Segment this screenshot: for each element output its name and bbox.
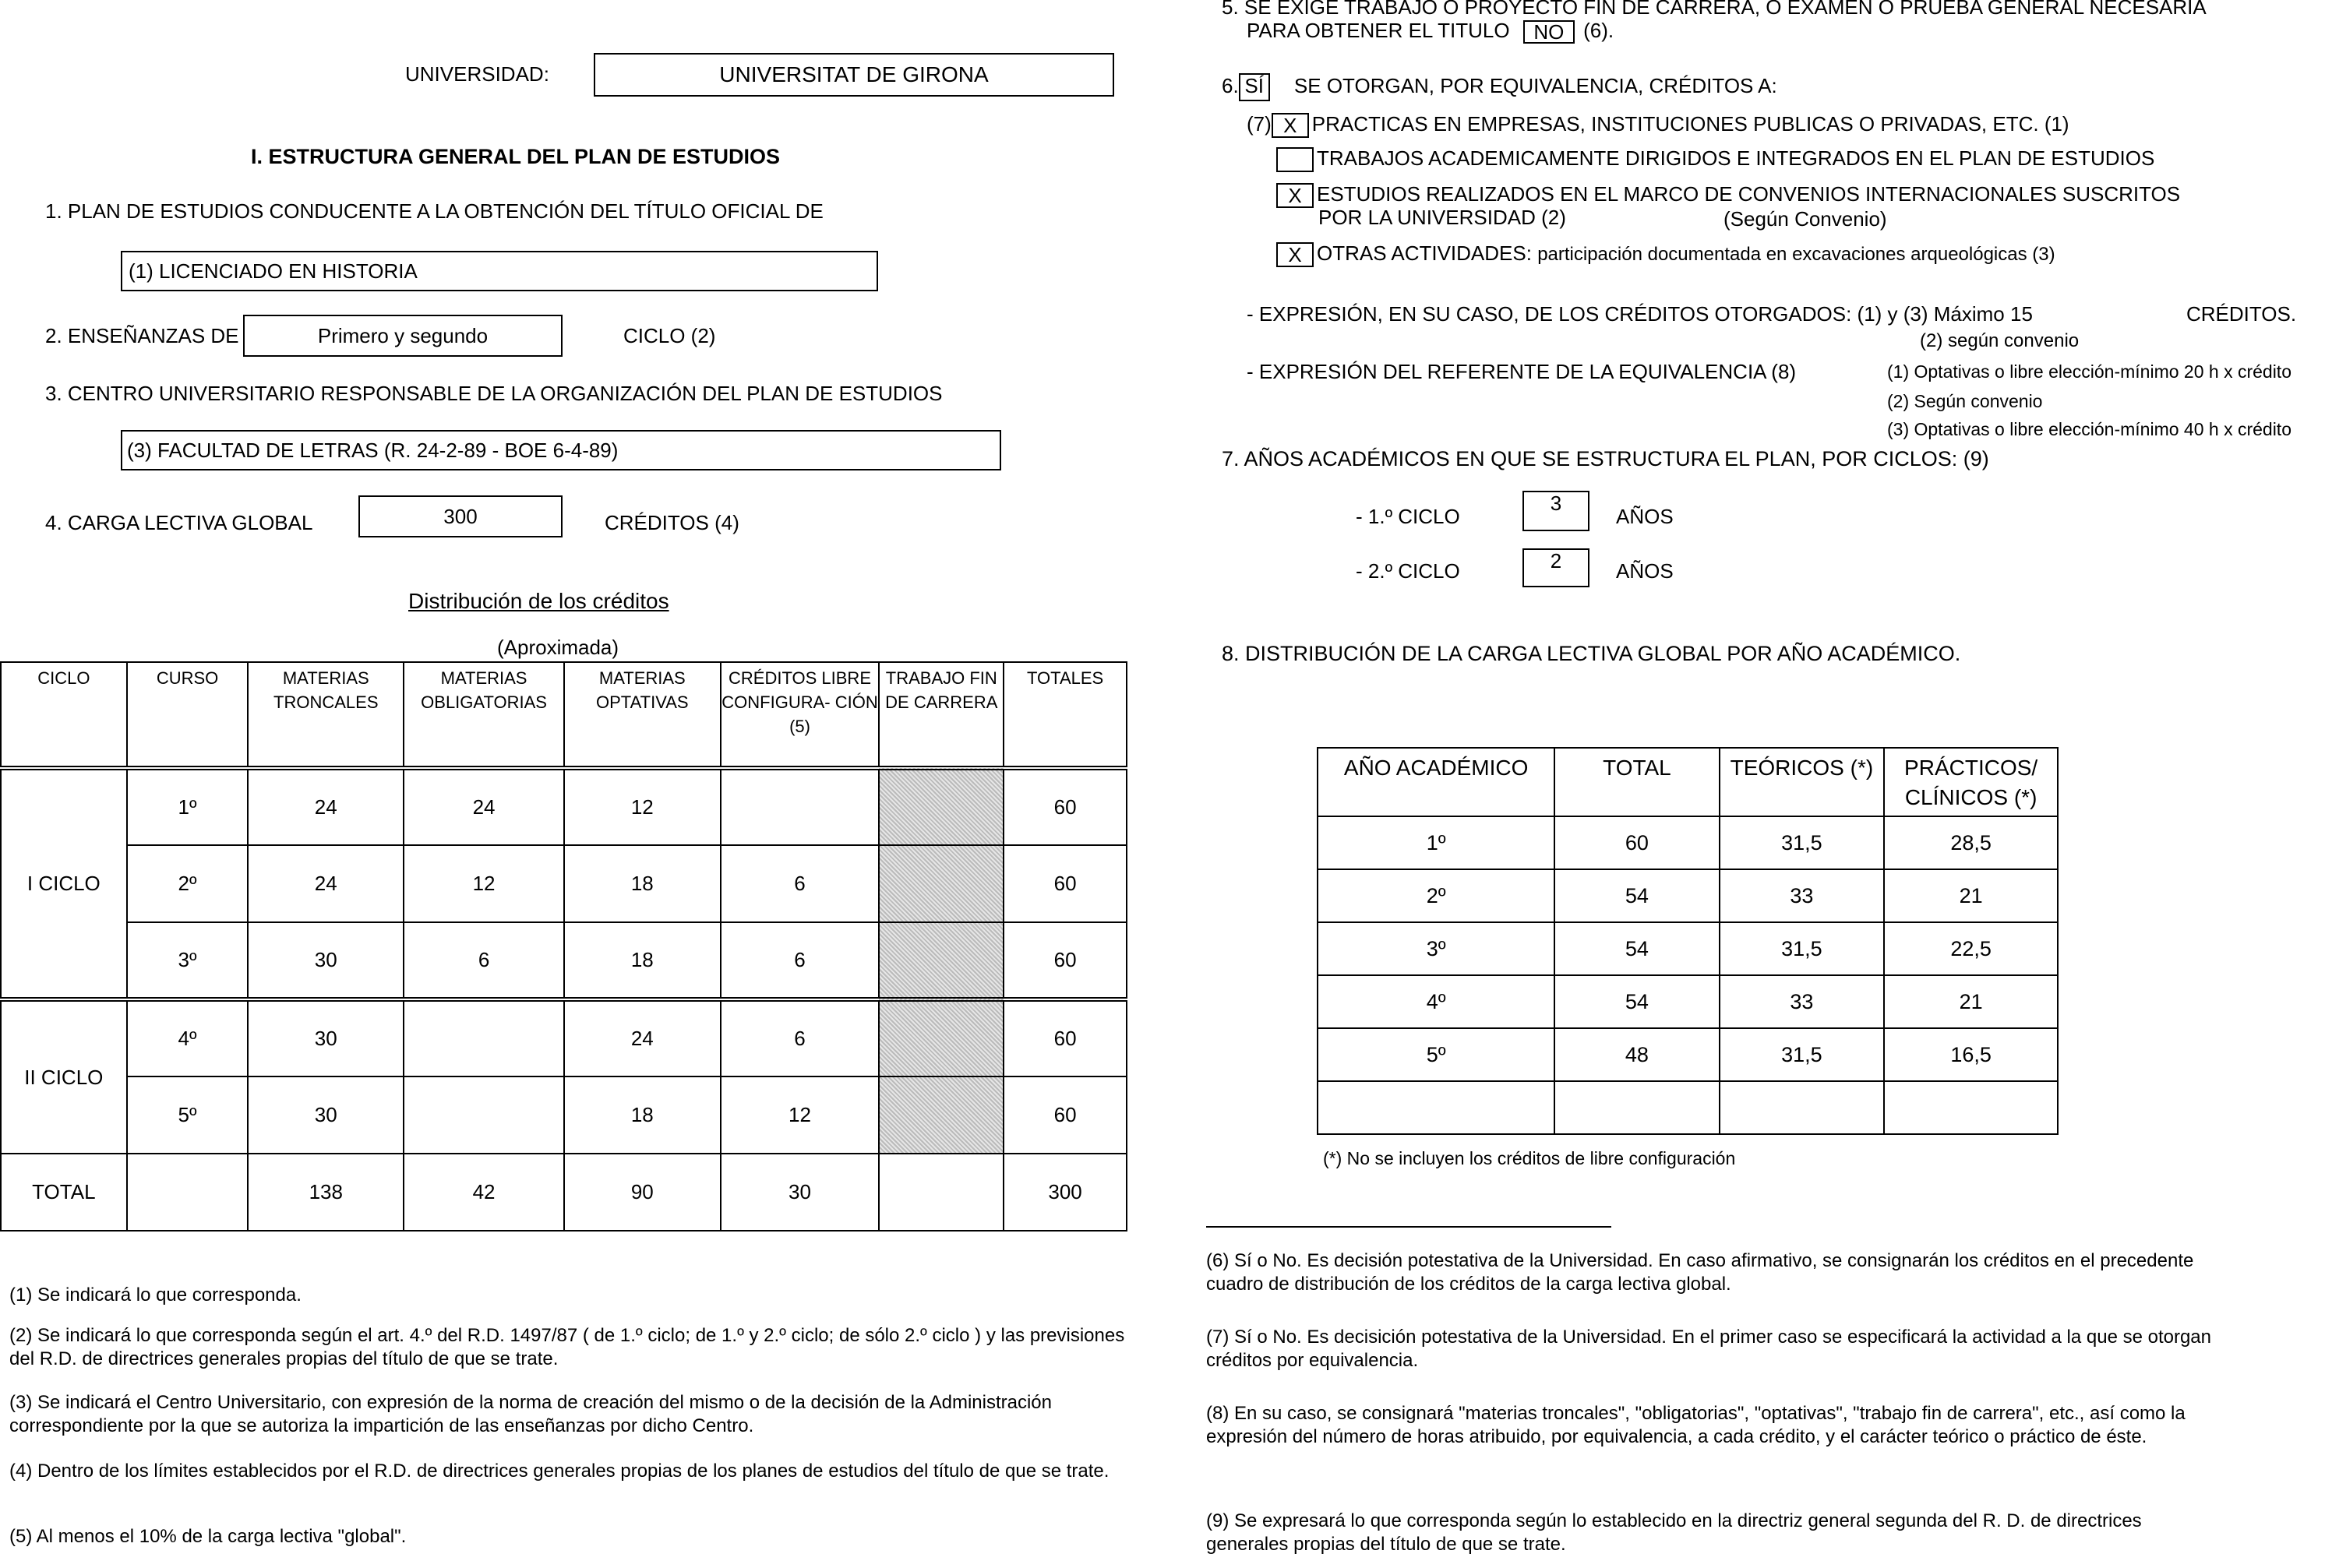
estudios-label: ESTUDIOS REALIZADOS EN EL MARCO DE CONVENIOS INTERNACIONALES SUSCRITOS <box>1317 182 2181 206</box>
item3-label: 3. CENTRO UNIVERSITARIO RESPONSABLE DE LA ORGANIZACIÓN DEL PLAN DE ESTUDIOS <box>45 382 943 405</box>
ensenanzas-field: Primero y segundo <box>243 315 563 357</box>
ciclo2-suffix: AÑOS <box>1616 559 1674 583</box>
universidad-field: UNIVERSITAT DE GIRONA <box>594 53 1114 97</box>
header-libre-config: CRÉDITOS LIBRE CONFIGURA- CIÓN (5) <box>721 662 880 768</box>
option-otras <box>1276 241 2055 267</box>
ciclo1-suffix: AÑOS <box>1616 505 1674 528</box>
practicos-cell: 22,5 <box>1884 922 2058 975</box>
troncales-cell: 30 <box>248 999 404 1076</box>
header-total: TOTAL <box>1554 748 1719 816</box>
total-row <box>1 1154 1127 1231</box>
trabajo-fin-box: NO <box>1523 20 1575 44</box>
optativas-cell: 18 <box>564 922 721 999</box>
centro-field: (3) FACULTAD DE LETRAS (R. 24-2-89 - BOE 6-4-89) <box>121 430 1001 470</box>
teoricos-cell: 33 <box>1720 975 1885 1028</box>
total-label: TOTAL <box>1 1154 127 1231</box>
trabajos-label: TRABAJOS ACADEMICAMENTE DIRIGIDOS E INTEGRADOS EN EL PLAN DE ESTUDIOS <box>1317 146 2155 170</box>
expr1-label: - EXPRESIÓN, EN SU CASO, DE LOS CRÉDITOS OTORGADOS: (1) y (3) Máximo 15 <box>1247 302 2033 326</box>
option-estudios <box>1276 182 2180 208</box>
total-cell: 48 <box>1554 1028 1719 1081</box>
section-title: I. ESTRUCTURA GENERAL DEL PLAN DE ESTUDIOS <box>251 145 781 168</box>
libre-config-cell: 12 <box>721 1076 880 1154</box>
curso-cell: 1º <box>127 768 249 845</box>
equivalencia-box: SÍ <box>1239 73 1270 101</box>
carga-table <box>1317 747 2059 1135</box>
footnote-1: (1) Se indicará lo que corresponda. <box>9 1284 302 1305</box>
item2-label: 2. ENSEÑANZAS DE <box>45 324 239 347</box>
total-cell: 54 <box>1554 869 1719 922</box>
item2-suffix: CICLO (2) <box>623 324 716 347</box>
footnote-3: (3) Se indicará el Centro Universitario, con expresión de la norma de creación del mismo o de la decisión de la Administración correspondiente por la que se autoriza la impartición de las enseñanzas por dicho Centro. <box>9 1392 1052 1436</box>
ano-cell: 2º <box>1318 869 1554 922</box>
item4-label: 4. CARGA LECTIVA GLOBAL <box>45 511 313 534</box>
item5-line1: 5. SE EXIGE TRABAJO O PROYECTO FIN DE CARRERA, O EXAMEN O PRUEBA GENERAL NECESARIA <box>1222 0 2207 19</box>
footnote-6: (6) Sí o No. Es decisión potestativa de la Universidad. En caso afirmativo, se consignarán los créditos en el precedente cuadro de distribución de los créditos de la carga lectiva global. <box>1206 1250 2194 1295</box>
footnote-7: (7) Sí o No. Es decisición potestativa de la Universidad. En el primer caso se especificará la actividad a la que se otorgan créditos por equivalencia. <box>1206 1327 2211 1371</box>
otras-detail: participación documentada en excavaciones arqueológicas (3) <box>1537 244 2055 265</box>
libre-config-cell <box>721 768 880 845</box>
practicos-cell <box>1884 1081 2058 1134</box>
footnote-9: (9) Se expresará lo que corresponda según lo establecido en la directriz general segunda del R. D. de directrices generales propias del título de que se trate. <box>1206 1510 2142 1555</box>
table-row <box>1318 1028 2058 1081</box>
header-optativas: MATERIAS OPTATIVAS <box>564 662 721 768</box>
practicos-cell: 28,5 <box>1884 816 2058 869</box>
total-totales: 300 <box>1004 1154 1127 1231</box>
obligatorias-cell: 24 <box>404 768 564 845</box>
item1-label: 1. PLAN DE ESTUDIOS CONDUCENTE A LA OBTENCIÓN DEL TÍTULO OFICIAL DE <box>45 199 824 223</box>
ciclo2-cell: II CICLO <box>1 999 127 1154</box>
carga-field: 300 <box>358 495 563 537</box>
optativas-cell: 18 <box>564 1076 721 1154</box>
curso-cell: 4º <box>127 999 249 1076</box>
teoricos-cell: 31,5 <box>1720 922 1885 975</box>
optativas-cell: 12 <box>564 768 721 845</box>
table-row <box>1318 975 2058 1028</box>
item6-prefix: 6. <box>1222 73 1239 97</box>
header-teoricos: TEÓRICOS (*) <box>1720 748 1885 816</box>
header-trabajo-fin: TRABAJO FIN DE CARRERA <box>879 662 1004 768</box>
curso-cell: 3º <box>127 922 249 999</box>
troncales-cell: 24 <box>248 768 404 845</box>
trabajos-checkbox <box>1276 147 1314 172</box>
libre-config-cell: 6 <box>721 999 880 1076</box>
table-row <box>1 999 1127 1076</box>
teoricos-cell <box>1720 1081 1885 1134</box>
header-ciclo: CICLO <box>1 662 127 768</box>
otras-checkbox: X <box>1276 242 1314 267</box>
totales-cell: 60 <box>1004 1076 1127 1154</box>
teoricos-cell: 31,5 <box>1720 1028 1885 1081</box>
item6-label: SE OTORGAN, POR EQUIVALENCIA, CRÉDITOS A: <box>1293 73 1777 97</box>
curso-cell: 2º <box>127 845 249 922</box>
practicas-checkbox: X <box>1272 113 1309 138</box>
totales-cell: 60 <box>1004 922 1127 999</box>
trabajo-fin-cell <box>879 768 1004 845</box>
estudios-line2: POR LA UNIVERSIDAD (2) <box>1318 206 1566 229</box>
troncales-cell: 24 <box>248 845 404 922</box>
item4-suffix: CRÉDITOS (4) <box>605 511 739 534</box>
distribucion-title: Distribución de los créditos <box>408 589 669 613</box>
header-troncales: MATERIAS TRONCALES <box>248 662 404 768</box>
item5-label: PARA OBTENER EL TITULO <box>1247 19 1510 42</box>
total-curso-cell <box>127 1154 249 1231</box>
option-practicas <box>1247 112 2069 138</box>
footnote-2: (2) Se indicará lo que corresponda según el art. 4.º del R.D. 1497/87 ( de 1.º ciclo; de 1.º y 2.º ciclo; de sólo 2.º ciclo ) y las previsiones del R.D. de directrices generales propias del título de que se trate. <box>9 1325 1125 1369</box>
obligatorias-cell <box>404 999 564 1076</box>
practicas-label: PRACTICAS EN EMPRESAS, INSTITUCIONES PUBLICAS O PRIVADAS, ETC. (1) <box>1311 112 2069 136</box>
ciclo1-years: 3 <box>1522 491 1589 531</box>
table-row <box>1318 816 2058 869</box>
ano-cell: 1º <box>1318 816 1554 869</box>
header-obligatorias: MATERIAS OBLIGATORIAS <box>404 662 564 768</box>
optativas-cell: 18 <box>564 845 721 922</box>
ano-cell <box>1318 1081 1554 1134</box>
expr2-label: - EXPRESIÓN DEL REFERENTE DE LA EQUIVALENCIA (8) <box>1247 360 1797 383</box>
distribucion-subtitle: (Aproximada) <box>497 636 619 659</box>
expr1-suffix: CRÉDITOS. <box>2186 302 2297 326</box>
table-row <box>1318 869 2058 922</box>
item5-line2 <box>1247 19 1614 44</box>
estudios-note: (Según Convenio) <box>1723 207 1887 231</box>
expr2-note-1: (1) Optativas o libre elección-mínimo 20 h x crédito <box>1887 361 2291 382</box>
total-troncales: 138 <box>248 1154 404 1231</box>
expr2-note-2: (2) Según convenio <box>1887 391 2043 411</box>
obligatorias-cell: 12 <box>404 845 564 922</box>
ciclo2-years: 2 <box>1522 548 1589 587</box>
footnote-4: (4) Dentro de los límites establecidos por el R.D. de directrices generales propias de los planes de estudios del título de que se trate. <box>9 1461 1110 1482</box>
header-ano: AÑO ACADÉMICO <box>1318 748 1554 816</box>
total-optativas: 90 <box>564 1154 721 1231</box>
titulo-field: (1) LICENCIADO EN HISTORIA <box>121 251 878 291</box>
footnote-8: (8) En su caso, se consignará "materias troncales", "obligatorias", "optativas", "trabajo fin de carrera", etc., así como la expresión del número de horas atribuido, por equivalencia, a cada crédito, y el carácter teórico o práctico de éste. <box>1206 1403 2186 1447</box>
total-trabajo-fin <box>879 1154 1004 1231</box>
optativas-cell: 24 <box>564 999 721 1076</box>
item6-line <box>1222 73 1777 101</box>
ciclo1-label: - 1.º CICLO <box>1356 505 1460 528</box>
ciclo1-cell: I CICLO <box>1 768 127 999</box>
teoricos-cell: 31,5 <box>1720 816 1885 869</box>
trabajo-fin-cell <box>879 1076 1004 1154</box>
obligatorias-cell: 6 <box>404 922 564 999</box>
universidad-label: UNIVERSIDAD: <box>405 62 549 86</box>
ano-cell: 4º <box>1318 975 1554 1028</box>
curso-cell: 5º <box>127 1076 249 1154</box>
item5-suffix: (6). <box>1583 19 1614 42</box>
total-cell <box>1554 1081 1719 1134</box>
ciclo2-label: - 2.º CICLO <box>1356 559 1460 583</box>
header-totales: TOTALES <box>1004 662 1127 768</box>
footnote-divider <box>1206 1226 1611 1228</box>
practicos-cell: 16,5 <box>1884 1028 2058 1081</box>
total-cell: 54 <box>1554 975 1719 1028</box>
expr2-note-3: (3) Optativas o libre elección-mínimo 40 h x crédito <box>1887 419 2291 439</box>
troncales-cell: 30 <box>248 1076 404 1154</box>
trabajo-fin-cell <box>879 999 1004 1076</box>
total-libre-config: 30 <box>721 1154 880 1231</box>
troncales-cell: 30 <box>248 922 404 999</box>
total-cell: 60 <box>1554 816 1719 869</box>
practicos-cell: 21 <box>1884 975 2058 1028</box>
obligatorias-cell <box>404 1076 564 1154</box>
footnote-5: (5) Al menos el 10% de la carga lectiva "global". <box>9 1526 407 1547</box>
option-trabajos <box>1276 146 2154 172</box>
teoricos-cell: 33 <box>1720 869 1885 922</box>
item7-label: 7. AÑOS ACADÉMICOS EN QUE SE ESTRUCTURA EL PLAN, POR CICLOS: (9) <box>1222 447 1989 470</box>
total-cell: 54 <box>1554 922 1719 975</box>
practicos-cell: 21 <box>1884 869 2058 922</box>
total-obligatorias: 42 <box>404 1154 564 1231</box>
table-row <box>1 922 1127 999</box>
table-row <box>1 1076 1127 1154</box>
table-row <box>1318 922 2058 975</box>
libre-config-cell: 6 <box>721 922 880 999</box>
table-row <box>1318 1081 2058 1134</box>
item8-label: 8. DISTRIBUCIÓN DE LA CARGA LECTIVA GLOBAL POR AÑO ACADÉMICO. <box>1222 642 1961 665</box>
trabajo-fin-cell <box>879 845 1004 922</box>
item8-note: (*) No se incluyen los créditos de libre configuración <box>1323 1148 1736 1168</box>
expr1-line2: (2) según convenio <box>1920 330 2080 351</box>
totales-cell: 60 <box>1004 768 1127 845</box>
totales-cell: 60 <box>1004 999 1127 1076</box>
ano-cell: 3º <box>1318 922 1554 975</box>
table-row <box>1 768 1127 845</box>
otras-label: OTRAS ACTIVIDADES: <box>1317 241 1532 265</box>
distribucion-table <box>0 661 1127 1231</box>
table-row <box>1 845 1127 922</box>
ano-cell: 5º <box>1318 1028 1554 1081</box>
libre-config-cell: 6 <box>721 845 880 922</box>
trabajo-fin-cell <box>879 922 1004 999</box>
header-curso: CURSO <box>127 662 249 768</box>
option-prefix: (7) <box>1247 112 1272 136</box>
estudios-checkbox: X <box>1276 183 1314 208</box>
header-practicos: PRÁCTICOS/ CLÍNICOS (*) <box>1884 748 2058 816</box>
totales-cell: 60 <box>1004 845 1127 922</box>
